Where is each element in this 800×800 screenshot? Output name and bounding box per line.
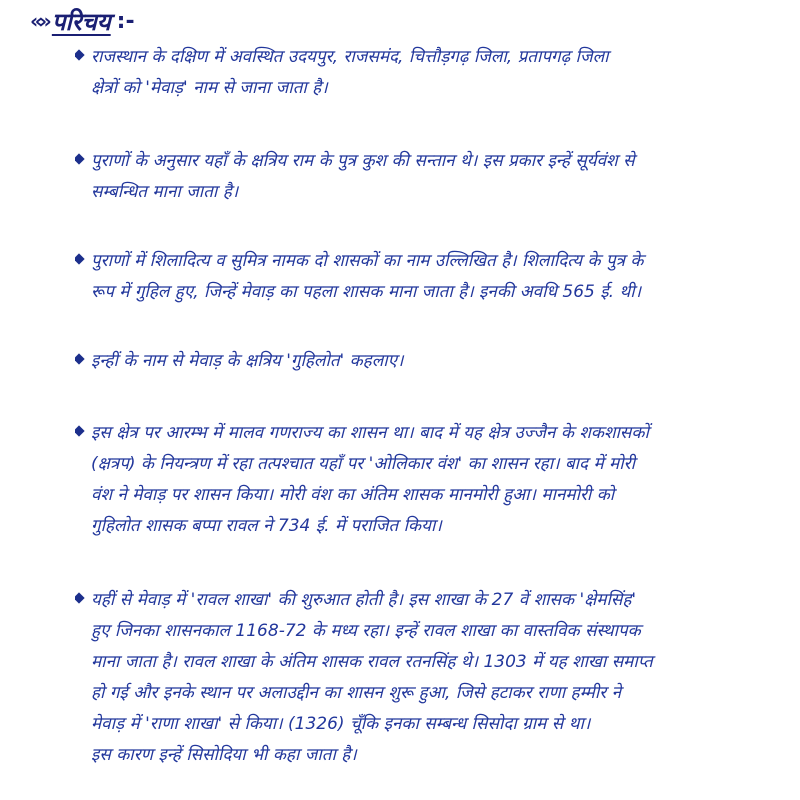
paragraph-line: हुए जिनका शासनकाल 1168-72 के मध्य रहा। इन्हें रावल शाखा का वास्तविक संस्थापक <box>91 621 641 641</box>
paragraph-line: गुहिलोत शासक बप्पा रावल ने 734 ई. में पराजित किया। <box>91 516 442 536</box>
paragraph-6 <box>75 585 765 771</box>
paragraph-line: रूप में गुहिल हुए, जिन्हें मेवाड़ का पहला शासक माना जाता है। इनकी अवधि 565 ई. थी। <box>91 282 642 302</box>
paragraph-line: वंश ने मेवाड़ पर शासन किया। मोरी वंश का अंतिम शासक मानमोरी हुआ। मानमोरी को <box>91 485 615 505</box>
diamond-bullet-icon <box>75 425 85 436</box>
paragraph-line: पुराणों के अनुसार यहाँ के क्षत्रिय राम के पुत्र कुश की सन्तान थे। इस प्रकार इन्हें सूर्यवंश से <box>91 151 635 171</box>
diamond-bullet-icon <box>75 592 85 603</box>
paragraph-line: यहीं से मेवाड़ में 'रावल शाखा' की शुरुआत होती है। इस शाखा के 27 वें शासक 'क्षेमसिंह' <box>91 590 637 610</box>
diamond-bullet-icon <box>75 153 85 164</box>
paragraph-5 <box>75 418 765 542</box>
paragraph-line: (क्षत्रप) के नियन्त्रण में रहा तत्पश्चात यहाँ पर 'ओलिकार वंश' का शासन रहा। बाद में मोरी <box>91 454 635 474</box>
double-chevron-icon: «» <box>30 9 48 33</box>
paragraph-line: राजस्थान के दक्षिण में अवस्थित उदयपुर, राजसमंद, चित्तौड़गढ़ जिला, प्रतापगढ़ जिला <box>91 47 609 67</box>
paragraph-1 <box>75 42 765 104</box>
heading-title: परिचय <box>51 7 111 36</box>
diamond-bullet-icon <box>75 49 85 60</box>
diamond-bullet-icon <box>75 253 85 264</box>
paragraph-line: माना जाता है। रावल शाखा के अंतिम शासक रावल रतनसिंह थे। 1303 में यह शाखा समाप्त <box>91 652 653 672</box>
section-heading <box>30 4 135 38</box>
paragraph-2 <box>75 146 765 208</box>
paragraph-line: क्षेत्रों को 'मेवाड़' नाम से जाना जाता है। <box>91 78 328 98</box>
paragraph-line: इन्हीं के नाम से मेवाड़ के क्षत्रिय 'गुहिलोत' कहलाए। <box>91 351 404 371</box>
paragraph-line: इस कारण इन्हें सिसोदिया भी कहा जाता है। <box>91 745 357 765</box>
paragraph-line: इस क्षेत्र पर आरम्भ में मालव गणराज्य का शासन था। बाद में यह क्षेत्र उज्जैन के शकशासकों <box>91 423 649 443</box>
paragraph-line: सम्बन्धित माना जाता है। <box>91 182 239 202</box>
paragraph-line: मेवाड़ में 'राणा शाखा' से किया। (1326) चूँकि इनका सम्बन्ध सिसोदा ग्राम से था। <box>91 714 591 734</box>
paragraph-line: पुराणों में शिलादित्य व सुमित्र नामक दो शासकों का नाम उल्लिखित है। शिलादित्य के पुत्र के <box>91 251 644 271</box>
diamond-bullet-icon <box>75 353 85 364</box>
heading-suffix: :- <box>116 8 135 34</box>
paragraph-4 <box>75 346 765 377</box>
paragraph-3 <box>75 246 765 308</box>
paragraph-line: हो गई और इनके स्थान पर अलाउद्दीन का शासन शुरू हुआ, जिसे हटाकर राणा हम्मीर ने <box>91 683 622 703</box>
